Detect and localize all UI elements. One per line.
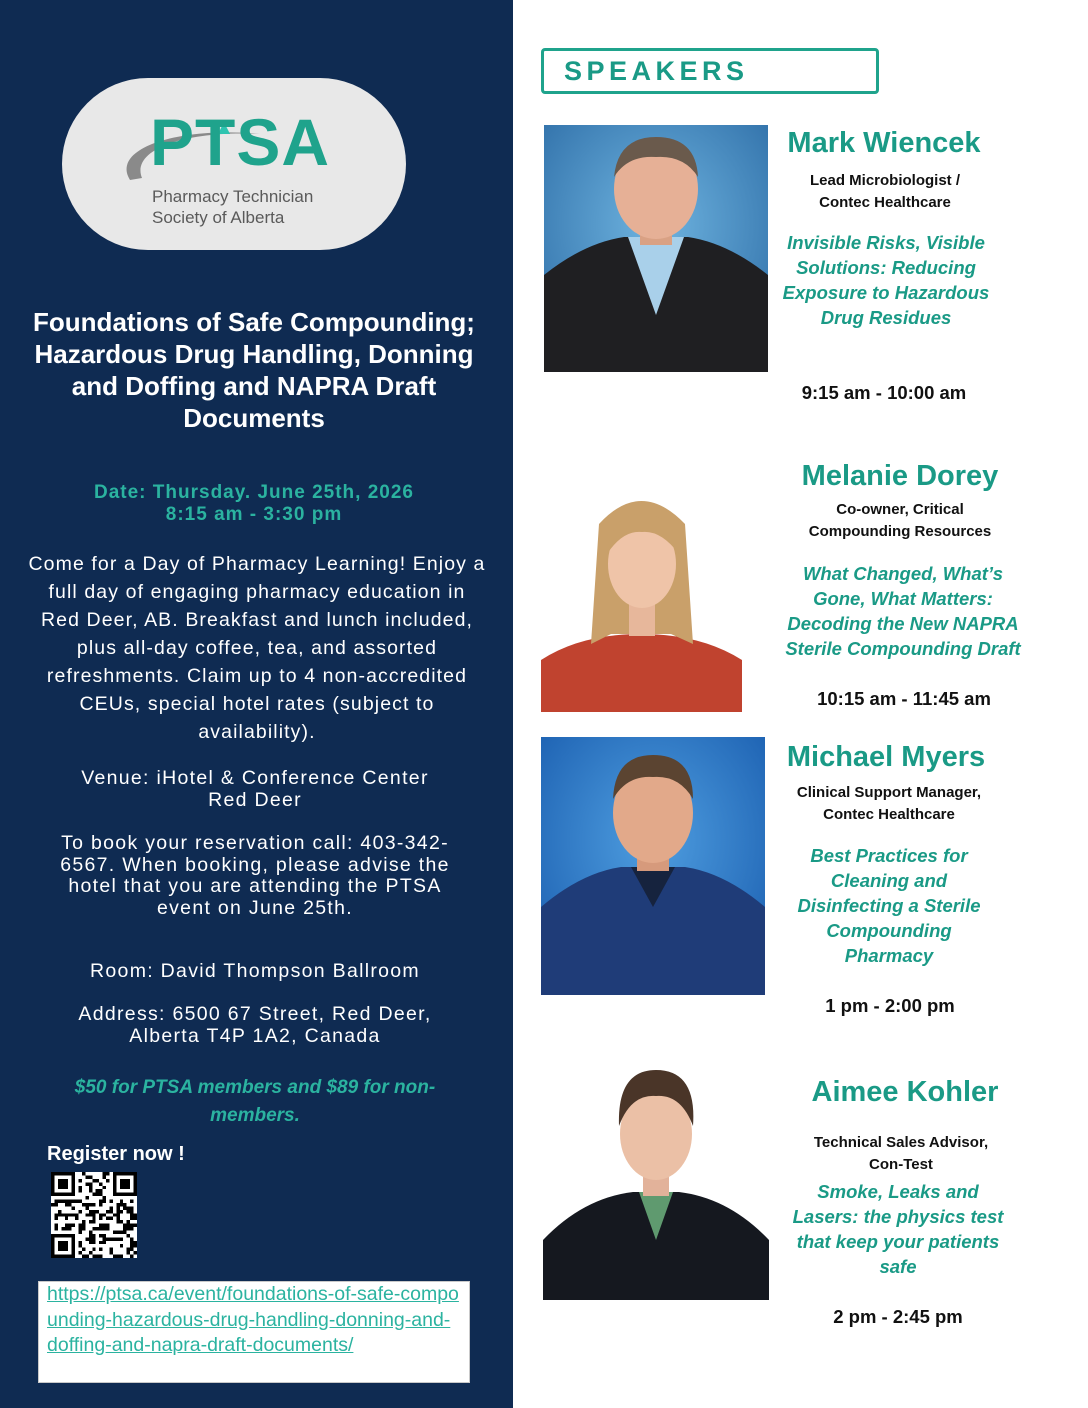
speaker-name: Aimee Kohler (811, 1076, 999, 1108)
speaker-name: Melanie Dorey (801, 460, 999, 492)
speaker-topic: What Changed, What’s Gone, What Matters: Decoding the New NAPRA Sterile Compounding Draft (785, 563, 1021, 659)
portrait-icon (541, 484, 742, 712)
speaker-time: 2 pm - 2:45 pm (833, 1306, 963, 1327)
speaker-photo-mark-wiencek (544, 125, 768, 372)
register-label: Register now ! (47, 1143, 185, 1165)
speaker-role: Clinical Support Manager, Contec Healthcare (796, 784, 982, 823)
speaker-topic: Best Practices for Cleaning and Disinfecting a Sterile Compounding Pharmacy (797, 845, 981, 966)
speaker-photo-melanie-dorey (541, 484, 742, 712)
speaker-photo-aimee-kohler (543, 1060, 769, 1300)
event-room: Room: David Thompson Ballroom (90, 960, 420, 982)
qr-code-icon (51, 1172, 137, 1258)
speaker-time: 10:15 am - 11:45 am (817, 688, 991, 709)
speaker-name: Michael Myers (786, 741, 986, 773)
speaker-role: Lead Microbiologist / Contec Healthcare (809, 172, 960, 211)
event-booking: To book your reservation call: 403-342-6567. When booking, please advise the hotel that you are attending the PTSA event on June 25th. (60, 832, 450, 919)
event-date-line: Date: Thursday. June 25th, 2026 (94, 482, 414, 503)
event-price: $50 for PTSA members and $89 for non-members. (74, 1077, 436, 1126)
logo-subtitle: Pharmacy Technician Society of Alberta (152, 187, 314, 227)
event-link-box (38, 1281, 470, 1383)
event-address: Address: 6500 67 Street, Red Deer, Alberta T4P 1A2, Canada (78, 1003, 432, 1047)
event-registration-link[interactable]: https://ptsa.ca/event/foundations-of-safe-compounding-hazardous-drug-handling-donning-and-doffing-and-napra-draft-documents/ (47, 1283, 459, 1356)
event-time-line: 8:15 am - 3:30 pm (165, 504, 343, 525)
speaker-role: Technical Sales Advisor, Con-Test (813, 1134, 989, 1173)
speaker-photo-michael-myers (541, 737, 765, 995)
speaker-topic: Smoke, Leaks and Lasers: the physics test that keep your patients safe (792, 1181, 1004, 1277)
portrait-icon (544, 125, 768, 372)
portrait-icon (541, 737, 765, 995)
portrait-icon (543, 1060, 769, 1300)
event-venue: Venue: iHotel & Conference Center Red Deer (81, 767, 429, 811)
speakers-heading: SPEAKERS (564, 56, 749, 86)
left-panel (0, 0, 513, 1408)
event-intro: Come for a Day of Pharmacy Learning! Enjoy a full day of engaging pharmacy education in Red Deer, AB. Breakfast and lunch included, plus all-day coffee, tea, and assorted refreshments. Claim up to 4 non-accredited CEUs, special hotel rates (subject to availability). (28, 553, 486, 743)
registration-qr-code[interactable] (51, 1172, 137, 1258)
event-title: Foundations of Safe Compounding; Hazardous Drug Handling, Donning and Doffing and NAPRA Draft Documents (33, 307, 475, 433)
speaker-time: 9:15 am - 10:00 am (801, 382, 967, 403)
speaker-name: Mark Wiencek (787, 127, 981, 159)
logo-wordmark: PTSA (150, 105, 331, 179)
event-date (30, 482, 478, 526)
speaker-role: Co-owner, Critical Compounding Resources (808, 501, 992, 540)
speakers-heading-box (541, 48, 879, 94)
ptsa-logo (62, 78, 406, 250)
speaker-topic: Invisible Risks, Visible Solutions: Reducing Exposure to Hazardous Drug Residues (782, 232, 990, 328)
speaker-time: 1 pm - 2:00 pm (825, 995, 955, 1016)
